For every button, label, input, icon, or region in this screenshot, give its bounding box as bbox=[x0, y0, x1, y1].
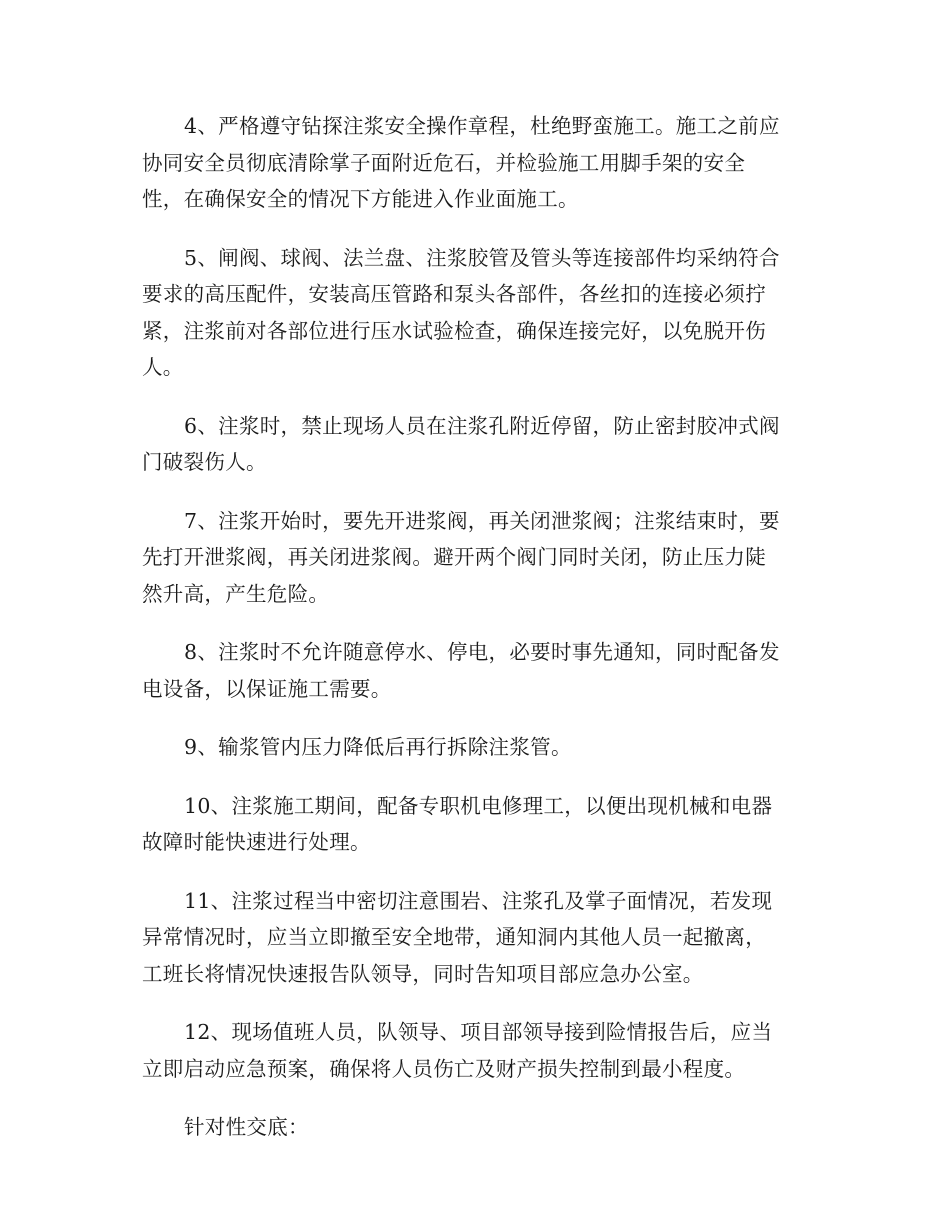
paragraph-item-12 bbox=[142, 1014, 812, 1087]
paragraph-line: 6、注浆时，禁止现场人员在注浆孔附近停留，防止密封胶冲式阀 bbox=[184, 413, 780, 438]
paragraph-item-4 bbox=[142, 108, 812, 218]
paragraph-line: 要求的高压配件，安装高压管路和泵头各部件，各丝扣的连接必须拧 bbox=[142, 282, 766, 306]
paragraph-item-9 bbox=[142, 729, 812, 766]
paragraph-line: 11、注浆过程当中密切注意围岩、注浆孔及掌子面情况，若发现 bbox=[184, 888, 773, 913]
paragraph-item-8 bbox=[142, 634, 812, 707]
paragraph-item-5 bbox=[142, 240, 812, 386]
paragraph-line: 7、注浆开始时，要先开进浆阀，再关闭泄浆阀；注浆结束时，要 bbox=[184, 508, 780, 533]
paragraph-line: 12、现场值班人员，队领导、项目部领导接到险情报告后，应当 bbox=[184, 1020, 773, 1044]
paragraph-line: 人。 bbox=[142, 355, 184, 379]
paragraph-item-10 bbox=[142, 788, 812, 861]
paragraph-line: 紧，注浆前对各部位进行压水试验检查，确保连接完好，以免脱开伤 bbox=[142, 318, 766, 343]
paragraph-line: 10、注浆施工期间，配备专职机电修理工，以便出现机械和电器 bbox=[184, 793, 773, 818]
paragraph-line: 电设备，以保证施工需要。 bbox=[142, 676, 392, 701]
paragraph-line: 8、注浆时不允许随意停水、停电，必要时事先通知，同时配备发 bbox=[184, 640, 780, 664]
paragraph-item-6 bbox=[142, 408, 812, 481]
paragraph-item-7 bbox=[142, 503, 812, 613]
paragraph-line: 异常情况时，应当立即撤至安全地带，通知洞内其他人员一起撤离， bbox=[142, 925, 766, 949]
paragraph-line: 针对性交底： bbox=[184, 1115, 309, 1139]
paragraph-line: 然升高，产生危险。 bbox=[142, 581, 330, 606]
document-page bbox=[142, 108, 812, 1168]
paragraph-line: 工班长将情况快速报告队领导，同时告知项目部应急办公室。 bbox=[142, 961, 704, 986]
paragraph-line: 9、输浆管内压力降低后再行拆除注浆管。 bbox=[184, 735, 572, 759]
paragraph-line: 门破裂伤人。 bbox=[142, 450, 267, 474]
section-heading bbox=[142, 1109, 812, 1146]
paragraph-line: 立即启动应急预案，确保将人员伤亡及财产损失控制到最小程度。 bbox=[142, 1056, 746, 1081]
paragraph-line: 先打开泄浆阀，再关闭进浆阀。避开两个阀门同时关闭，防止压力陡 bbox=[142, 545, 766, 569]
paragraph-line: 4、严格遵守钻探注浆安全操作章程，杜绝野蛮施工。施工之前应 bbox=[184, 114, 780, 138]
paragraph-item-11 bbox=[142, 883, 812, 993]
paragraph-line: 故障时能快速进行处理。 bbox=[142, 830, 371, 854]
paragraph-line: 协同安全员彻底清除掌子面附近危石，并检验施工用脚手架的安全 bbox=[142, 150, 746, 175]
paragraph-line: 性，在确保安全的情况下方能进入作业面施工。 bbox=[142, 187, 579, 211]
paragraph-line: 5、闸阀、球阀、法兰盘、注浆胶管及管头等连接部件均采纳符合 bbox=[184, 245, 780, 270]
